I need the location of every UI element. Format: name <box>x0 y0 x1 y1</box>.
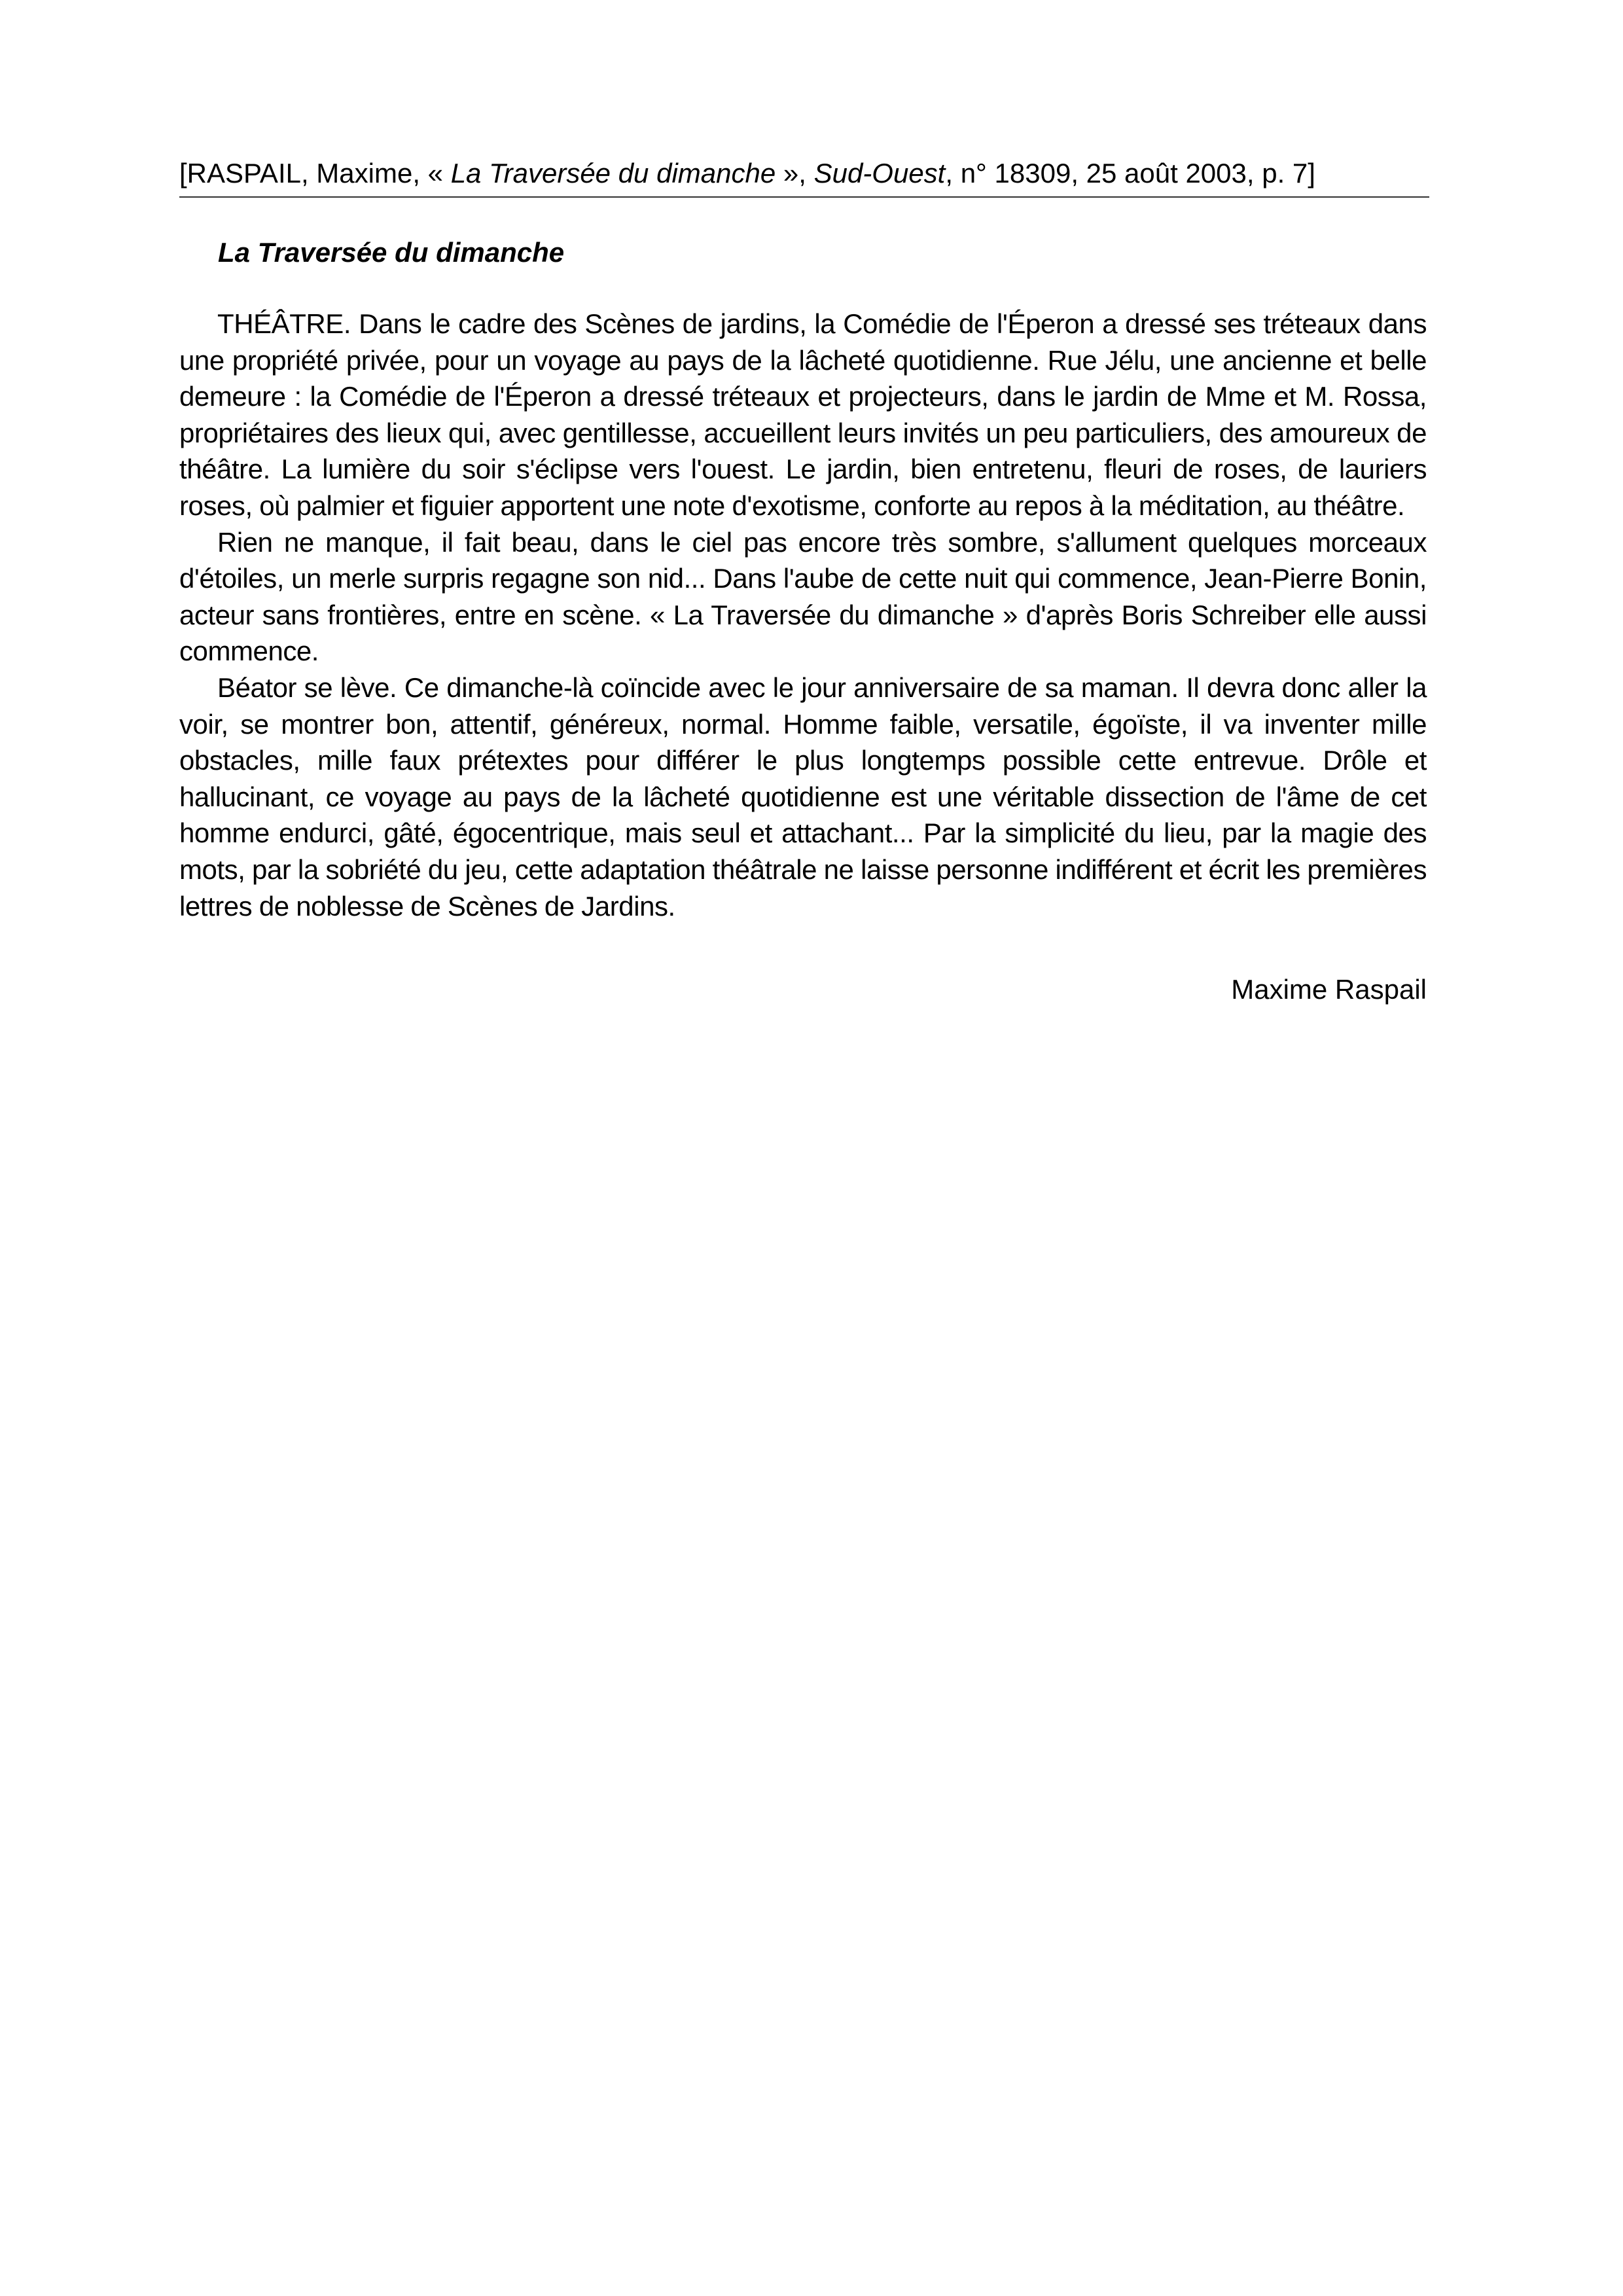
article-title: La Traversée du dimanche <box>218 237 565 268</box>
citation-header <box>179 154 1429 198</box>
citation-prefix: [RASPAIL, Maxime, « <box>179 158 451 188</box>
paragraph-3: Béator se lève. Ce dimanche-là coïncide avec le jour anniversaire de sa maman. Il devra donc aller la voir, se montrer bon, attentif, généreux, normal. Homme faible, versatile, égoïste, il va inventer mille obstacles, mille faux prétextes pour différer le plus longtemps possible cette entrevue. Drôle et hallucinant, ce voyage au pays de la lâcheté quotidienne est une véritable dissection de l'âme de cet homme endurci, gâté, égocentrique, mais seul et attachant... Par la simplicité du lieu, par la magie des mots, par la sobriété du jeu, cette adaptation théâtrale ne laisse personne indifférent et écrit les premières lettres de noblesse de Scènes de Jardins. <box>179 672 1427 922</box>
author-signature: Maxime Raspail <box>1231 974 1427 1005</box>
citation-reference <box>179 154 1429 192</box>
citation-journal: Sud-Ouest <box>813 158 946 188</box>
paragraph-2: Rien ne manque, il fait beau, dans le ciel pas encore très sombre, s'allument quelques morceaux d'étoiles, un merle surpris regagne son nid... Dans l'aube de cette nuit qui commence, Jean-Pierre Bonin, acteur sans frontières, entre en scène. « La Traversée du dimanche » d'après Boris Schreiber elle aussi commence. <box>179 526 1427 667</box>
citation-suffix: , n° 18309, 25 août 2003, p. 7] <box>945 158 1315 188</box>
article-body <box>179 306 1427 924</box>
citation-title: La Traversée du dimanche <box>450 158 776 188</box>
paragraph-1: THÉÂTRE. Dans le cadre des Scènes de jardins, la Comédie de l'Éperon a dressé ses tréteaux dans une propriété privée, pour un voyage au pays de la lâcheté quotidienne. Rue Jélu, une ancienne et belle demeure : la Comédie de l'Éperon a dressé tréteaux et projecteurs, dans le jardin de Mme et M. Rossa, propriétaires des lieux qui, avec gentillesse, accueillent leurs invités un peu particuliers, des amoureux de théâtre. La lumière du soir s'éclipse vers l'ouest. Le jardin, bien entretenu, fleuri de roses, de lauriers roses, où palmier et figuier apportent une note d'exotisme, conforte au repos à la méditation, au théâtre. <box>179 308 1427 521</box>
citation-mid: », <box>776 158 814 188</box>
